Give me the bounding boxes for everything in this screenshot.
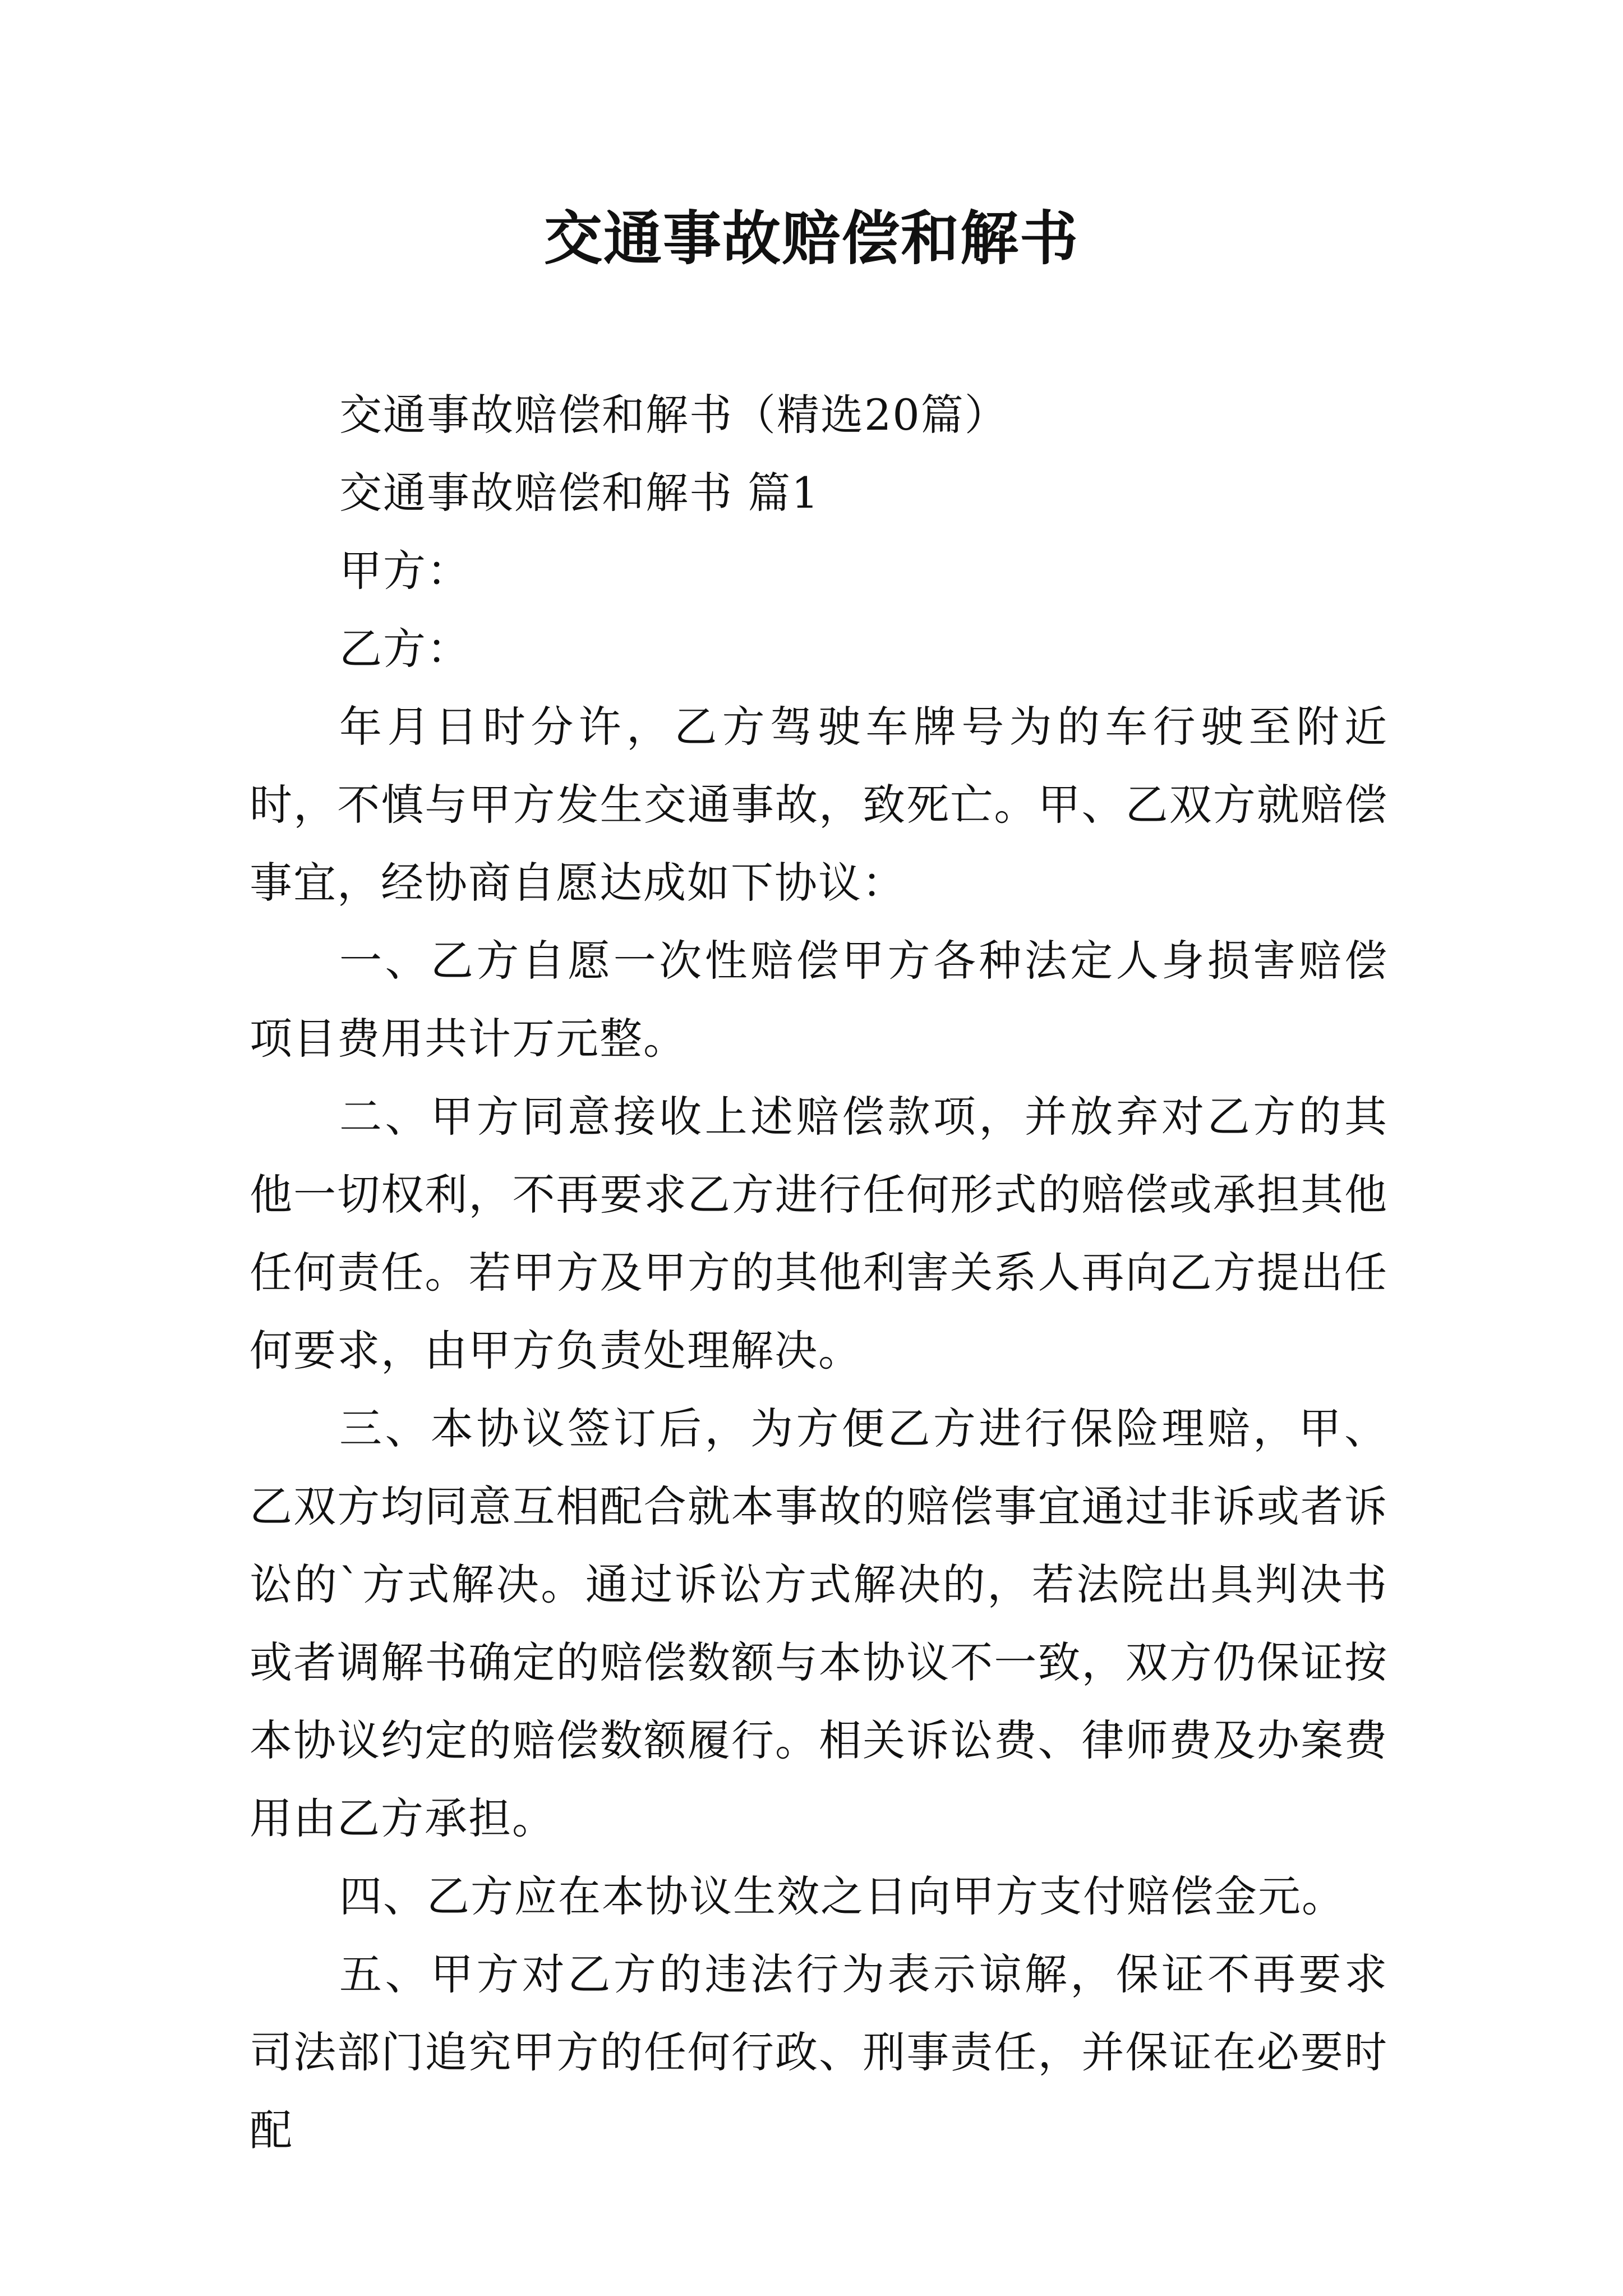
paragraph-subtitle: 交通事故赔偿和解书（精选20篇） — [339, 390, 1008, 440]
document-body — [250, 376, 1388, 2169]
paragraph-clause-4: 四、乙方应在本协议生效之日向甲方支付赔偿金元。 — [339, 1871, 1345, 1921]
paragraph-clause-2: 二、甲方同意接收上述赔偿款项，并放弃对乙方的其他一切权利，不再要求乙方进行任何形式的赔偿或承担其他任何责任。若甲方及甲方的其他利害关系人再向乙方提出任何要求，由甲方负责处理解决。 — [250, 1092, 1388, 1375]
paragraph-clause-3: 三、本协议签订后，为方便乙方进行保险理赔，甲、乙双方均同意互相配合就本事故的赔偿事宜通过非诉或者诉讼的`方式解决。通过诉讼方式解决的，若法院出具判决书或者调解书确定的赔偿数额与本协议不一致，双方仍保证按本协议约定的赔偿数额履行。相关诉讼费、律师费及办案费用由乙方承担。 — [250, 1404, 1388, 1843]
paragraph-clause-1: 一、乙方自愿一次性赔偿甲方各种法定人身损害赔偿项目费用共计万元整。 — [250, 936, 1388, 1064]
paragraph-party-b: 乙方： — [339, 624, 471, 674]
paragraph-incident: 年月日时分许，乙方驾驶车牌号为的车行驶至附近时，不慎与甲方发生交通事故，致死亡。甲、乙双方就赔偿事宜，经协商自愿达成如下协议： — [250, 702, 1388, 908]
paragraph-clause-5: 五、甲方对乙方的违法行为表示谅解，保证不再要求司法部门追究甲方的任何行政、刑事责任，并保证在必要时配 — [250, 1949, 1388, 2155]
paragraph-section-heading: 交通事故赔偿和解书 篇1 — [339, 468, 820, 518]
document-title: 交通事故赔偿和解书 — [543, 204, 1079, 273]
paragraph-party-a: 甲方： — [339, 546, 471, 596]
